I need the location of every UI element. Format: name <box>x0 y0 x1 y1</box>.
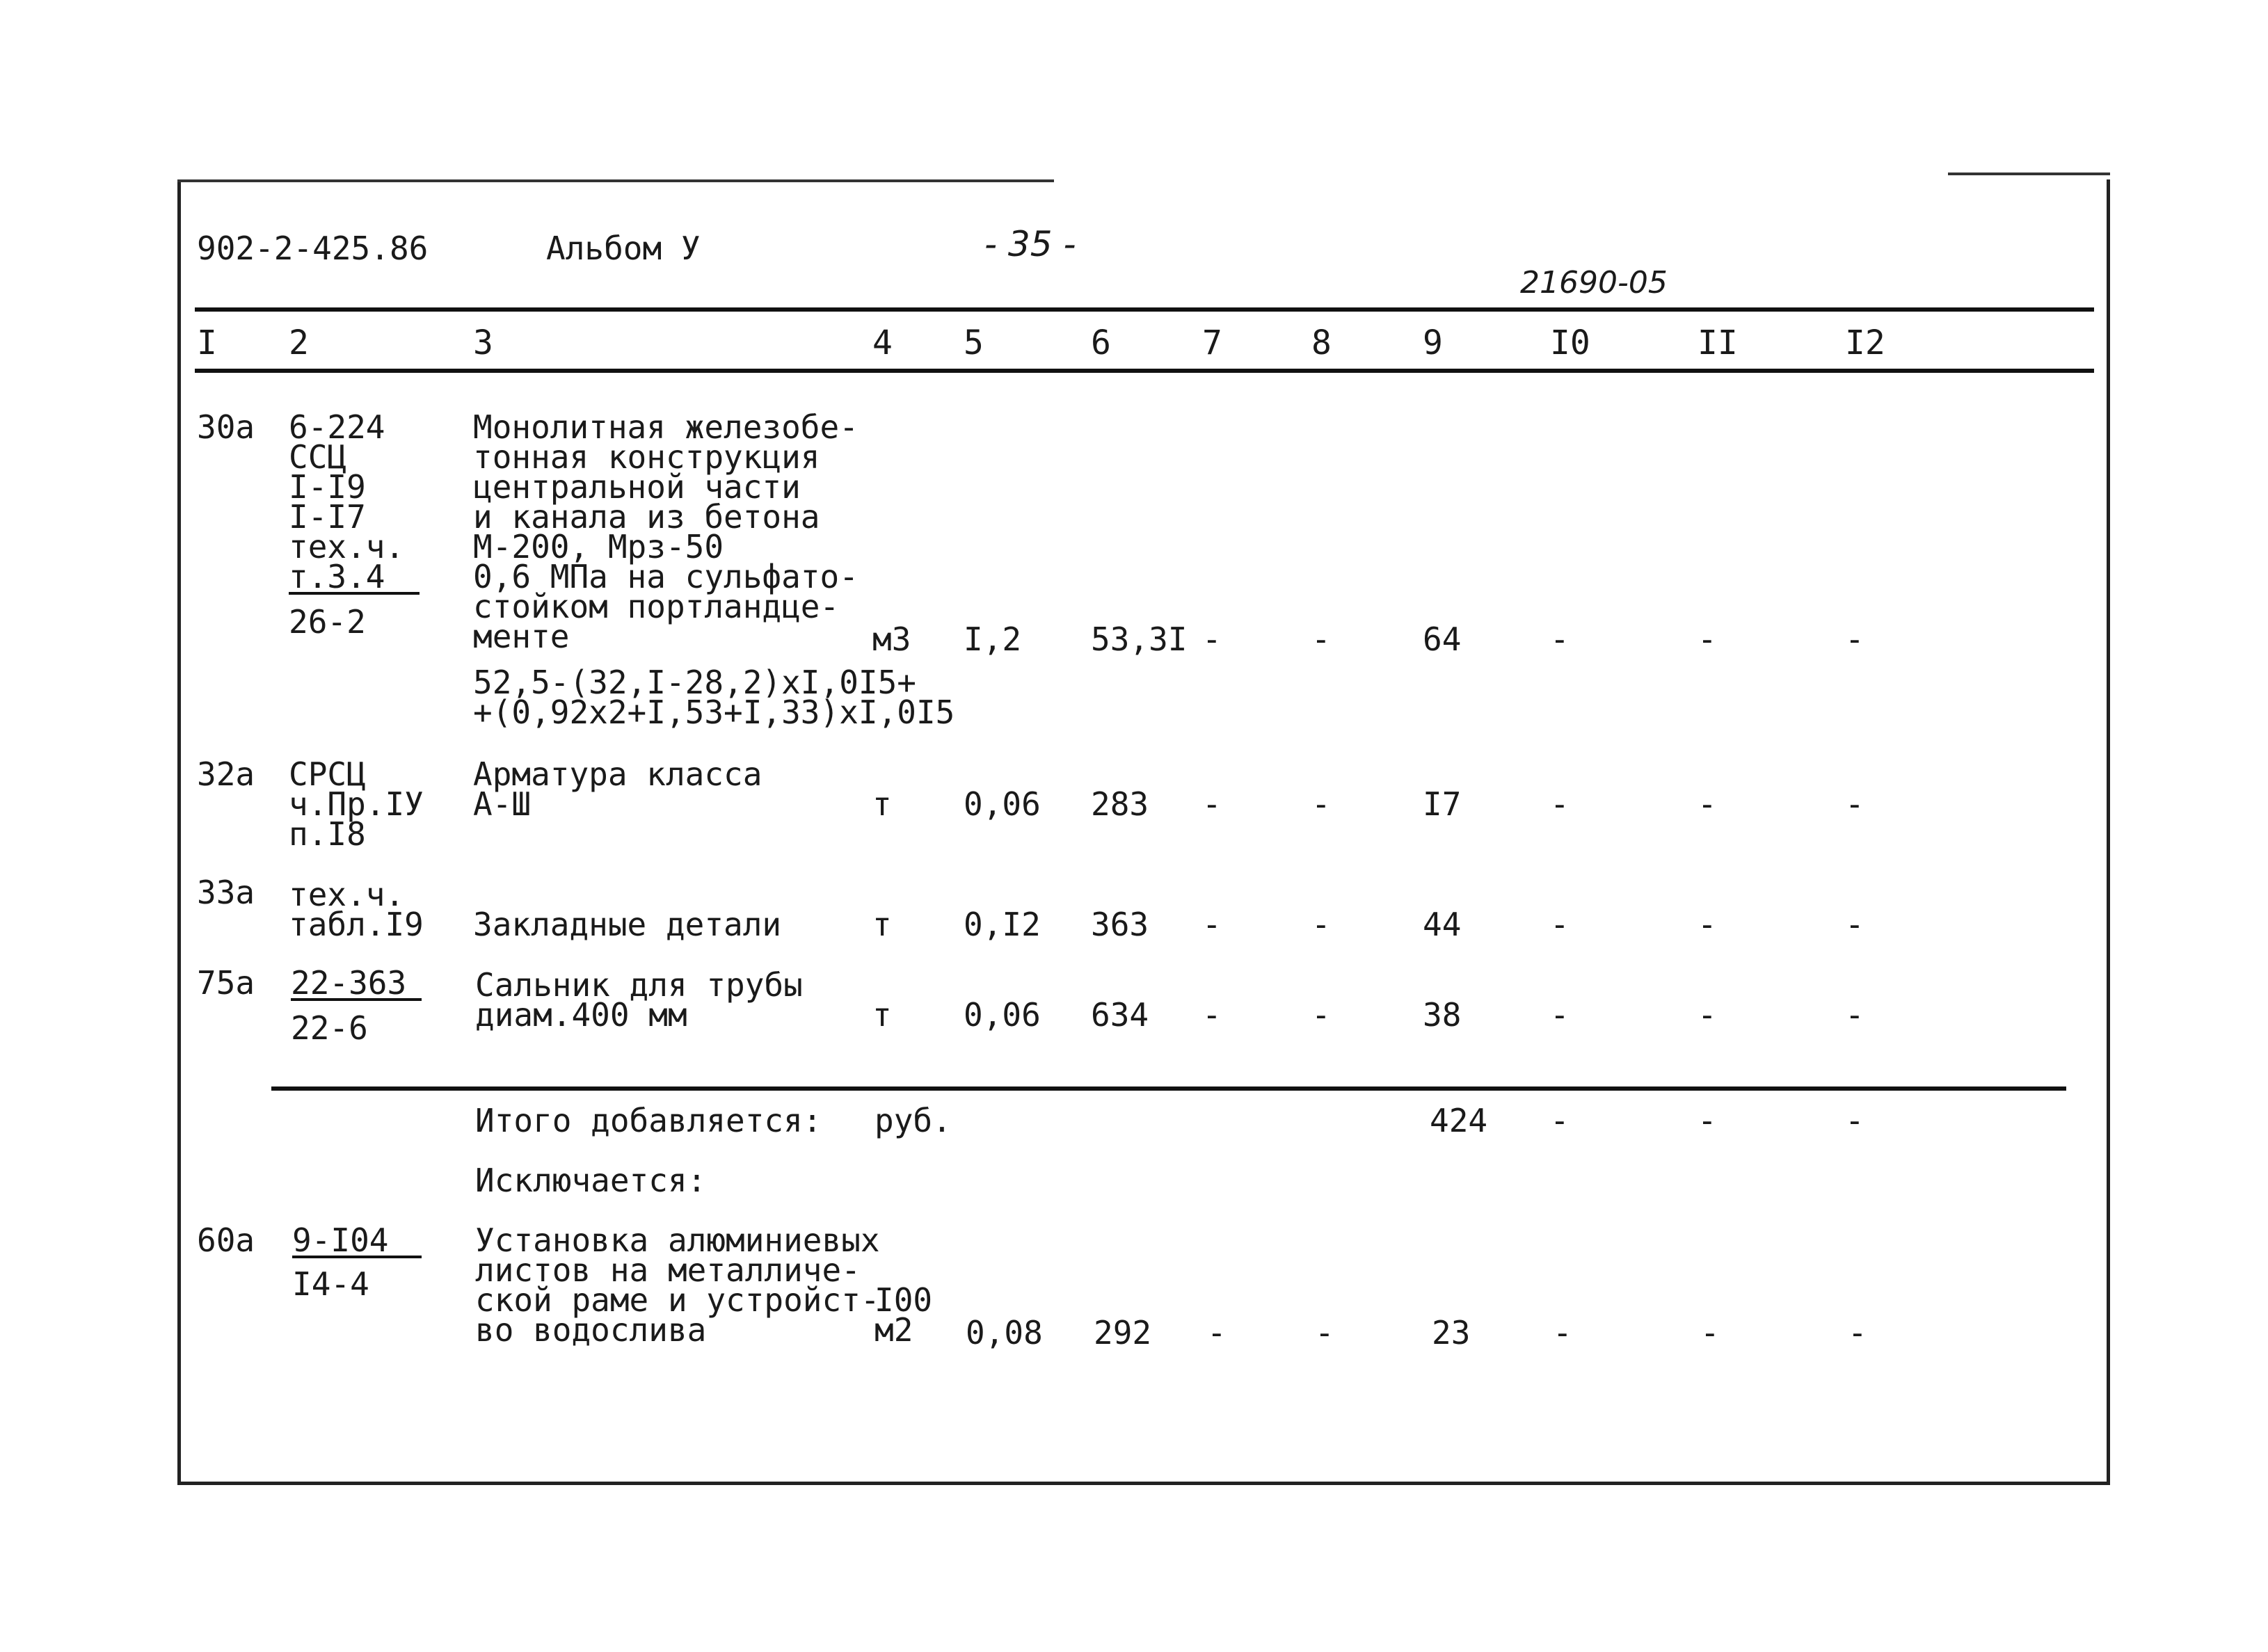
value-col12: - <box>1845 906 1864 943</box>
column-header-10: I0 <box>1550 323 1590 362</box>
doc-code: 902-2-425.86 <box>197 230 429 267</box>
value-col9: 23 <box>1432 1314 1471 1352</box>
value-col8: - <box>1311 906 1331 943</box>
album-label: Альбом У <box>546 230 701 267</box>
description-line: 0,6 МПа на сульфато- <box>473 558 859 595</box>
column-header-6: 6 <box>1091 323 1111 362</box>
description-line: А-Ш <box>473 785 532 823</box>
value-col11: - <box>1698 996 1717 1034</box>
code-subline: 22-6 <box>291 1009 368 1047</box>
unit-price: 634 <box>1091 996 1149 1034</box>
total-value-col9: 424 <box>1430 1102 1488 1139</box>
value-col10: - <box>1550 996 1570 1034</box>
description-line: тонная конструкция <box>473 438 820 476</box>
description-line: во водослива <box>475 1311 707 1349</box>
value-col12: - <box>1848 1314 1867 1352</box>
quantity: 0,06 <box>964 996 1041 1034</box>
value-col8: - <box>1311 620 1331 658</box>
value-col12: - <box>1845 996 1864 1034</box>
value-col12: - <box>1845 620 1864 658</box>
description-line: листов на металличе- <box>475 1251 861 1289</box>
code-line: 22-363 <box>291 968 422 1001</box>
code-line: табл.I9 <box>289 906 424 943</box>
description-line: ской раме и устройст- <box>475 1281 880 1319</box>
code-line: I-I9 <box>289 468 366 506</box>
value-col12: - <box>1845 785 1864 823</box>
total-value-col11: - <box>1698 1102 1717 1139</box>
quantity: I,2 <box>964 620 1022 658</box>
row-number: 75а <box>197 964 255 1002</box>
value-col11: - <box>1698 906 1717 943</box>
inventory-number: 21690-05 <box>1520 265 1668 300</box>
quantity: 0,08 <box>966 1314 1043 1352</box>
row-number: 30а <box>197 408 255 446</box>
code-line: т.3.4 <box>289 562 420 595</box>
value-col10: - <box>1553 1314 1572 1352</box>
value-col8: - <box>1315 1314 1334 1352</box>
description-line: Монолитная железобе- <box>473 408 859 446</box>
header-rule-bottom <box>195 369 2094 373</box>
formula-line: +(0,92x2+I,53+I,33)xI,0I5 <box>473 693 955 731</box>
total-value-col12: - <box>1845 1102 1864 1139</box>
unit-line: м2 <box>875 1311 913 1349</box>
page-frame <box>177 179 2110 1485</box>
value-col9: I7 <box>1423 785 1462 823</box>
column-header-11: II <box>1698 323 1738 362</box>
page-number: - 35 - <box>984 224 1076 264</box>
value-col11: - <box>1698 620 1717 658</box>
code-line: I-I7 <box>289 498 366 536</box>
value-col10: - <box>1550 906 1570 943</box>
value-col9: 64 <box>1423 620 1462 658</box>
code-line: п.I8 <box>289 815 366 853</box>
description-line: менте <box>473 618 570 655</box>
unit: т <box>872 785 892 823</box>
subtotal-rule <box>271 1086 2066 1091</box>
formula-line: 52,5-(32,I-28,2)xI,0I5+ <box>473 664 916 701</box>
value-col11: - <box>1698 785 1717 823</box>
unit-price: 53,3I <box>1091 620 1188 658</box>
description-line: и канала из бетона <box>473 498 820 536</box>
description-line: М-200, Мрз-50 <box>473 528 724 566</box>
unit-line: I00 <box>875 1281 933 1319</box>
column-header-12: I2 <box>1845 323 1885 362</box>
code-line: тех.ч. <box>289 528 405 566</box>
column-header-4: 4 <box>872 323 893 362</box>
unit-price: 363 <box>1091 906 1149 943</box>
total-value-col10: - <box>1550 1102 1570 1139</box>
value-col10: - <box>1550 620 1570 658</box>
code-line: 9-I04 <box>292 1226 422 1258</box>
unit-price: 292 <box>1094 1314 1152 1352</box>
code-subline: 26-2 <box>289 603 366 641</box>
description-line: диам.400 мм <box>475 996 687 1034</box>
description-line: стойком портландце- <box>473 588 840 625</box>
value-col10: - <box>1550 785 1570 823</box>
row-number: 33а <box>197 874 255 911</box>
value-col9: 44 <box>1423 906 1462 943</box>
total-label: Итого добавляется: <box>475 1102 822 1139</box>
row-number: 60а <box>197 1221 255 1259</box>
unit-price: 283 <box>1091 785 1149 823</box>
unit: м3 <box>872 620 911 658</box>
quantity: 0,06 <box>964 785 1041 823</box>
description-line: Установка алюминиевых <box>475 1221 880 1259</box>
value-col7: - <box>1202 785 1222 823</box>
value-col8: - <box>1311 785 1331 823</box>
frame-top-edge-right <box>1948 173 2110 175</box>
code-line: СРСЦ <box>289 755 366 793</box>
quantity: 0,I2 <box>964 906 1041 943</box>
total-unit: руб. <box>875 1102 952 1139</box>
value-col8: - <box>1311 996 1331 1034</box>
column-header-9: 9 <box>1423 323 1443 362</box>
column-header-3: 3 <box>473 323 493 362</box>
column-header-5: 5 <box>964 323 984 362</box>
frame-top-edge <box>177 179 1054 182</box>
value-col9: 38 <box>1423 996 1462 1034</box>
description-line: Арматура класса <box>473 755 762 793</box>
code-line: ч.Пр.IУ <box>289 785 424 823</box>
code-line: ССЦ <box>289 438 347 476</box>
column-header-2: 2 <box>289 323 309 362</box>
unit: т <box>872 906 892 943</box>
value-col7: - <box>1202 996 1222 1034</box>
column-header-8: 8 <box>1311 323 1332 362</box>
description-line: Сальник для трубы <box>475 966 803 1004</box>
column-header-7: 7 <box>1202 323 1222 362</box>
row-number: 32а <box>197 755 255 793</box>
code-line: 6-224 <box>289 408 385 446</box>
description-line: Закладные детали <box>473 906 782 943</box>
value-col11: - <box>1700 1314 1720 1352</box>
code-line: тех.ч. <box>289 876 405 913</box>
excluded-heading: Исключается: <box>475 1162 707 1199</box>
value-col7: - <box>1207 1314 1227 1352</box>
value-col7: - <box>1202 620 1222 658</box>
header-rule-top <box>195 307 2094 312</box>
code-subline: I4-4 <box>292 1265 369 1303</box>
column-header-1: I <box>197 323 217 362</box>
unit: т <box>872 996 892 1034</box>
value-col7: - <box>1202 906 1222 943</box>
description-line: центральной части <box>473 468 801 506</box>
